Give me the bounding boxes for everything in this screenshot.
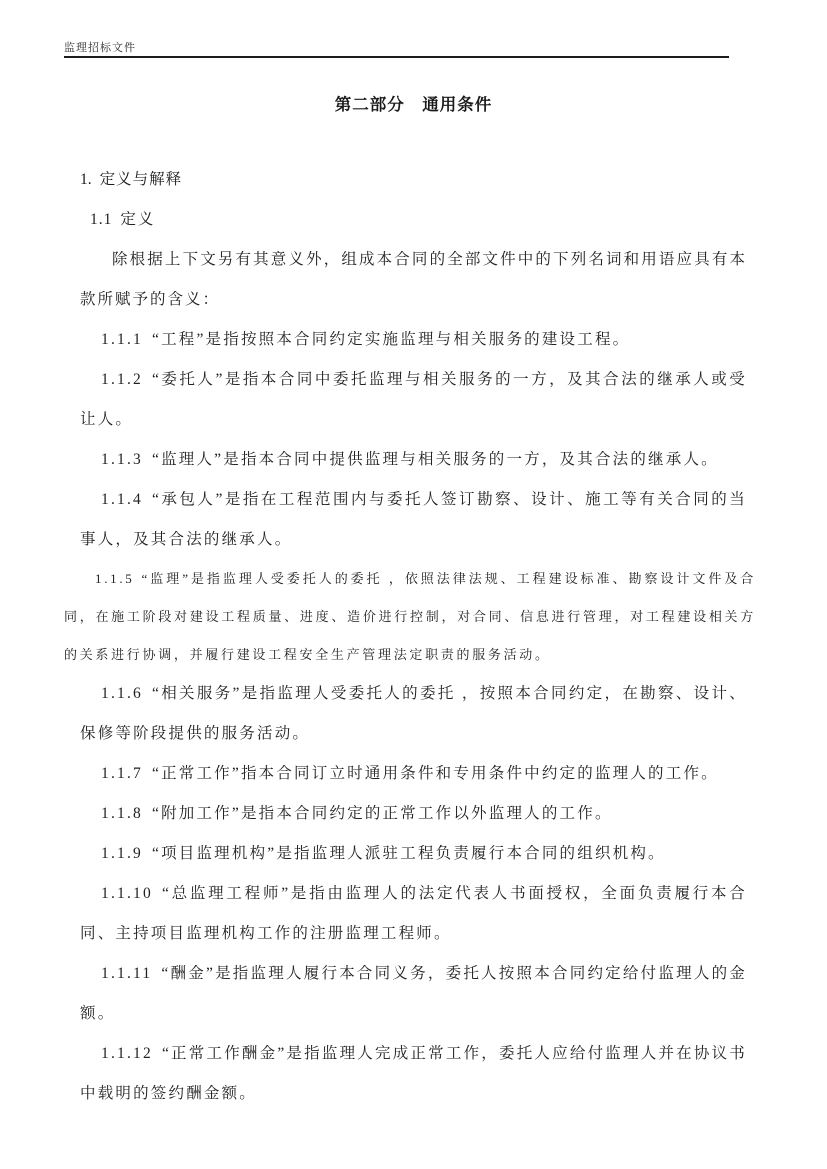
subsection-heading-label: 定义 bbox=[120, 211, 156, 228]
header-rule bbox=[64, 56, 729, 58]
clause-1-1-7 bbox=[80, 754, 747, 794]
clause-number: 1.1.9 bbox=[101, 845, 143, 862]
clause-1-1-3 bbox=[80, 440, 747, 480]
clause-text: “监理人”是指本合同中提供监理与相关服务的一方，及其合法的继承人。 bbox=[152, 451, 719, 468]
clause-text: “项目监理机构”是指监理人派驻工程负责履行本合同的组织机构。 bbox=[152, 845, 666, 862]
clause-1-1-11 bbox=[80, 954, 747, 1034]
clause-1-1-8 bbox=[80, 794, 747, 834]
clause-1-1-5 bbox=[64, 560, 756, 674]
clause-text: “附加工作”是指本合同约定的正常工作以外监理人的工作。 bbox=[152, 805, 613, 822]
clause-number: 1.1.6 bbox=[101, 685, 143, 702]
clause-text: “相关服务”是指监理人受委托人的委托 ，按照本合同约定，在勘察、设计、保修等阶段提供的服务活动。 bbox=[80, 685, 747, 742]
clause-1-1-6 bbox=[80, 674, 747, 754]
clause-number: 1.1.3 bbox=[101, 451, 143, 468]
section-heading-label: 定义与解释 bbox=[99, 171, 183, 188]
clause-1-1-1 bbox=[80, 320, 747, 360]
clause-number: 1.1.2 bbox=[101, 371, 143, 388]
clause-number: 1.1.8 bbox=[101, 805, 143, 822]
document-body bbox=[64, 160, 756, 1114]
clause-number: 1.1.11 bbox=[101, 965, 153, 982]
clause-1-1-10 bbox=[80, 874, 747, 954]
clause-1-1-9 bbox=[80, 834, 747, 874]
subsection-heading-number: 1.1 bbox=[90, 211, 113, 228]
clause-text: “承包人”是指在工程范围内与委托人签订勘察、设计、施工等有关合同的当事人，及其合法的继承人。 bbox=[80, 491, 747, 548]
clause-text: “总监理工程师”是指由监理人的法定代表人书面授权，全面负责履行本合同、主持项目监理机构工作的注册监理工程师。 bbox=[80, 885, 747, 942]
clause-number: 1.1.12 bbox=[101, 1045, 153, 1062]
clause-number: 1.1.10 bbox=[101, 885, 153, 902]
clause-1-1-4 bbox=[80, 480, 747, 560]
clause-number: 1.1.7 bbox=[101, 765, 143, 782]
section-heading-number: 1. bbox=[80, 171, 92, 188]
clause-text: “正常工作酬金”是指监理人完成正常工作，委托人应给付监理人并在协议书中载明的签约酬金额。 bbox=[80, 1045, 747, 1102]
clause-number: 1.1.1 bbox=[101, 331, 143, 348]
clause-1-1-2 bbox=[80, 360, 747, 440]
doc-title: 第二部分 通用条件 bbox=[334, 95, 493, 114]
header-doc-label: 监理招标文件 bbox=[64, 42, 136, 54]
clause-text: “正常工作”指本合同订立时通用条件和专用条件中约定的监理人的工作。 bbox=[152, 765, 719, 782]
clause-text: “工程”是指按照本合同约定实施监理与相关服务的建设工程。 bbox=[152, 331, 631, 348]
clause-text: “酬金”是指监理人履行本合同义务，委托人按照本合同约定给付监理人的金额。 bbox=[80, 965, 747, 1022]
clause-number: 1.1.4 bbox=[101, 491, 143, 508]
intro-paragraph: 除根据上下文另有其意义外，组成本合同的全部文件中的下列名词和用语应具有本款所赋予的含义： bbox=[80, 251, 747, 308]
clause-text: “监理”是指监理人受委托人的委托 ，依照法律法规、工程建设标准、勘察设计文件及合同，在施工阶段对建设工程质量、进度、造价进行控制，对合同、信息进行管理，对工程建设相关方的关系进行协调，并履行建设工程安全生产管理法定职责的服务活动。 bbox=[64, 571, 756, 662]
clause-1-1-12 bbox=[80, 1034, 747, 1114]
section-heading bbox=[80, 160, 747, 200]
clause-number: 1.1.5 bbox=[95, 571, 135, 586]
clause-text: “委托人”是指本合同中委托监理与相关服务的一方，及其合法的继承人或受让人。 bbox=[80, 371, 747, 428]
page-header bbox=[64, 39, 729, 55]
subsection-heading bbox=[80, 200, 747, 240]
